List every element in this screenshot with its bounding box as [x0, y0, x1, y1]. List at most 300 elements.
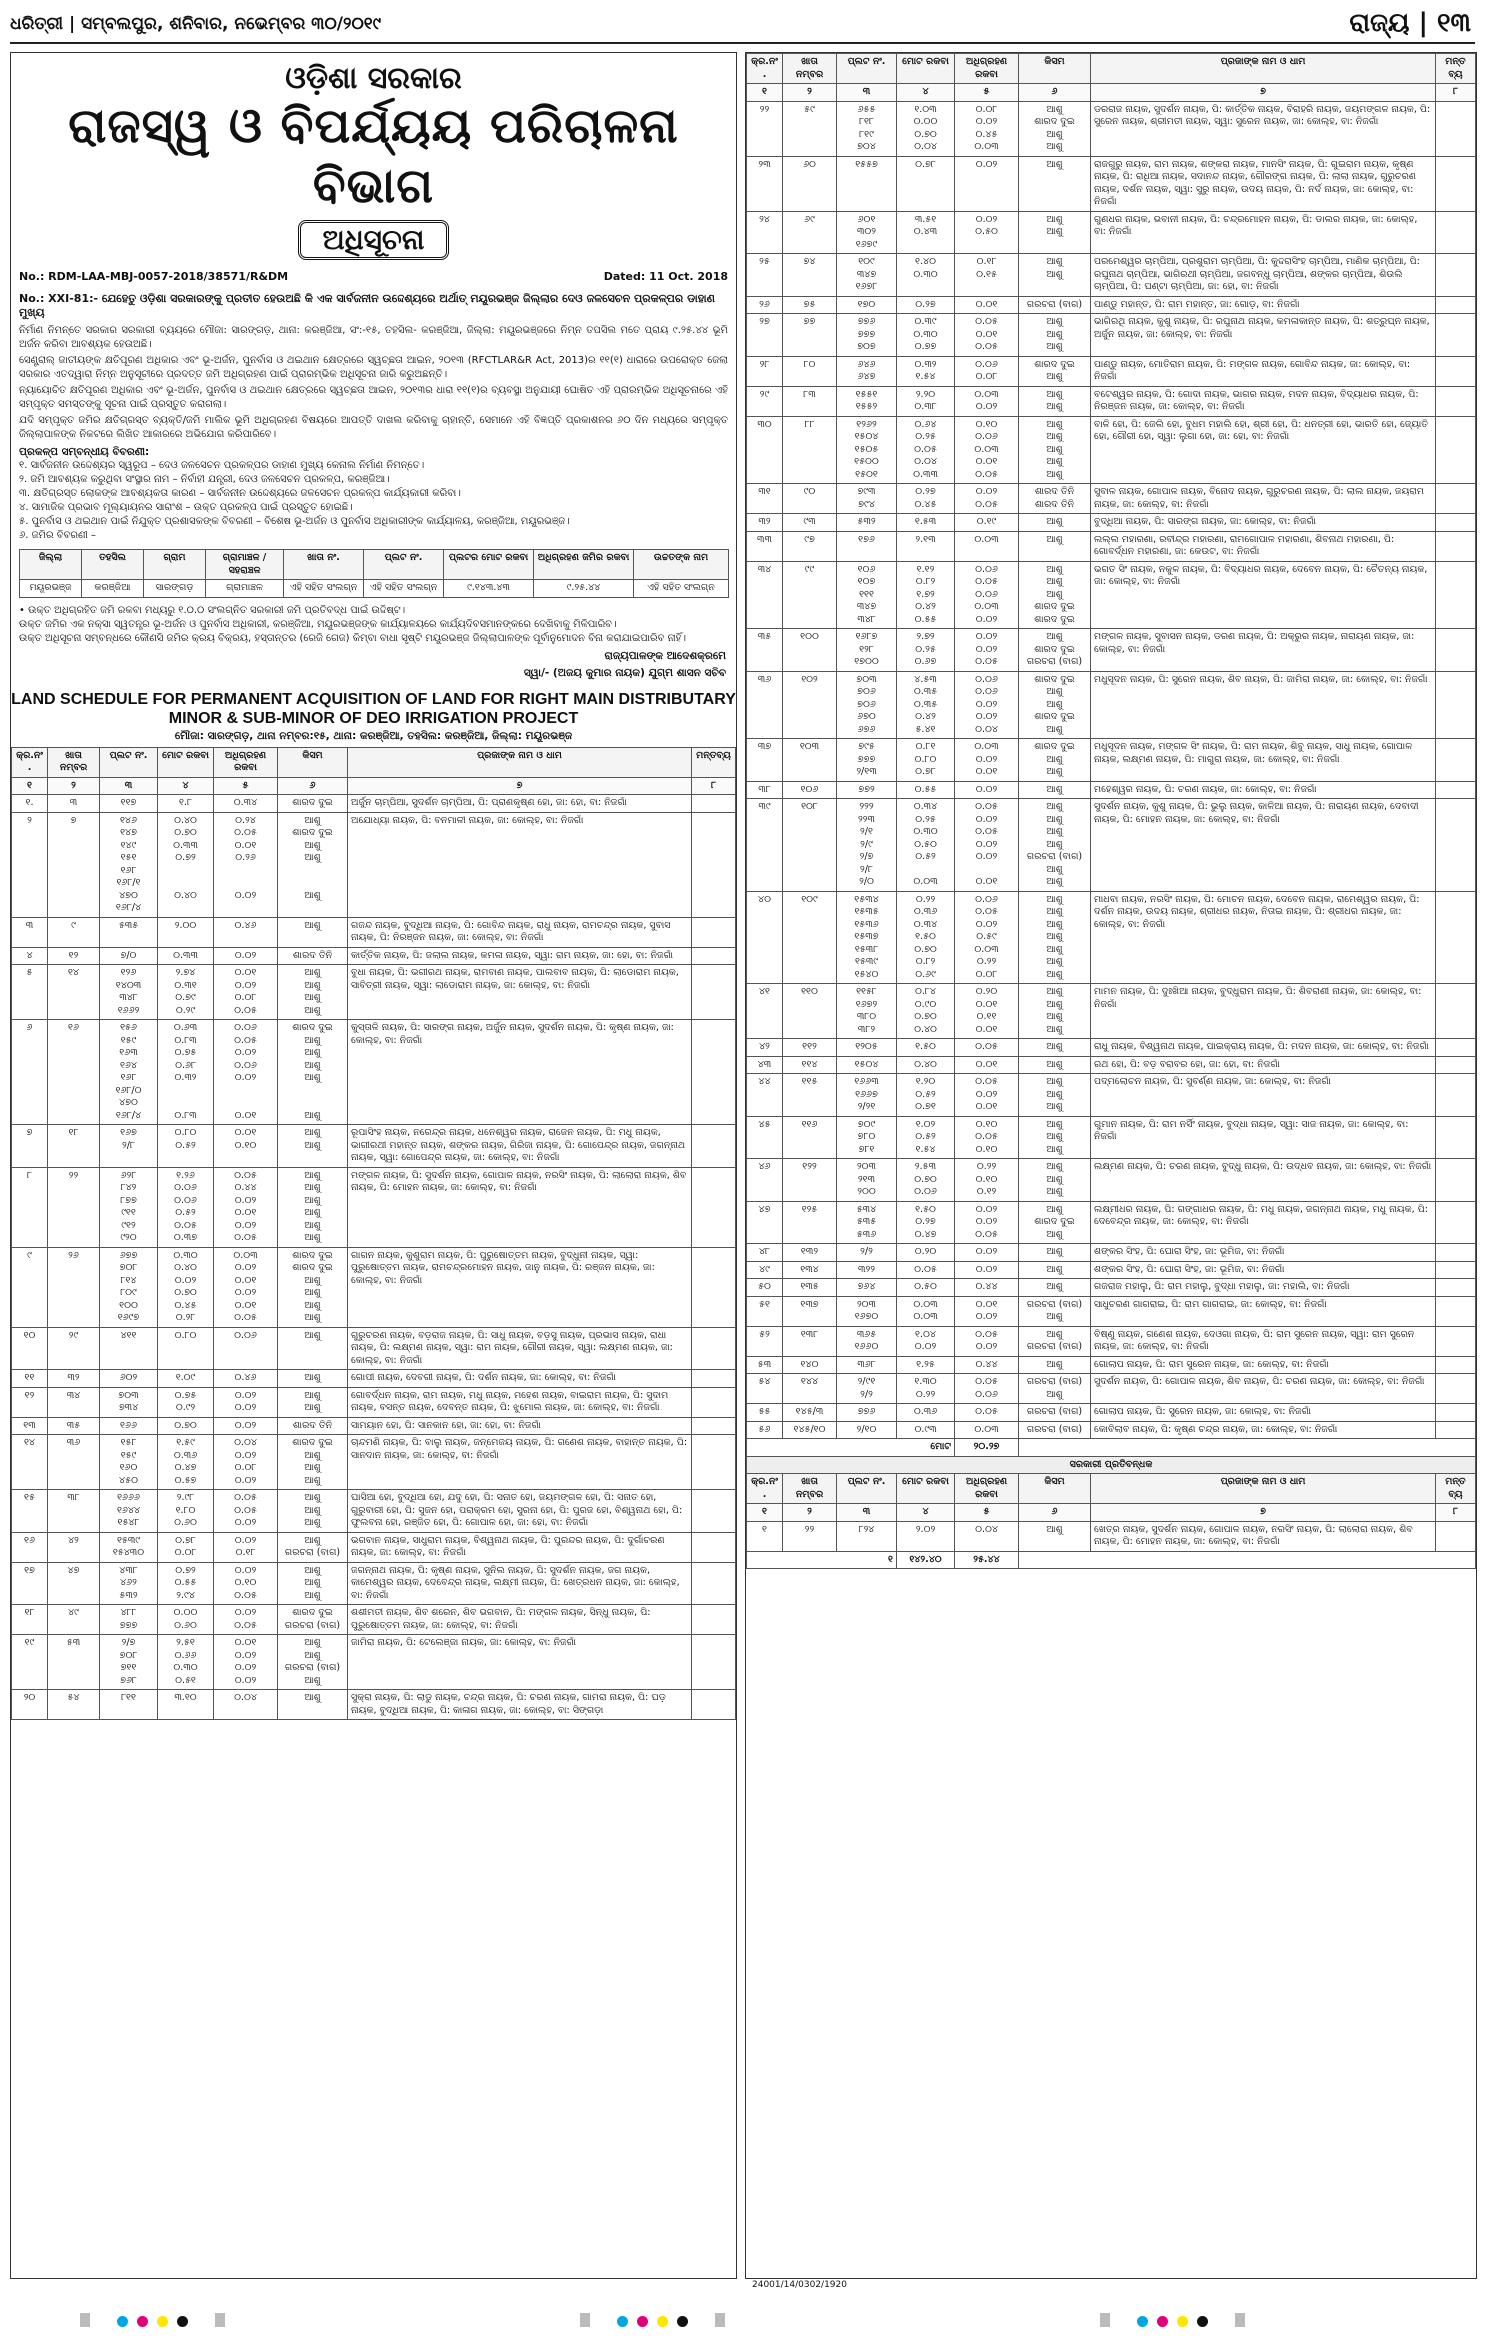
- cell-acquired-area: ୦.୦୨ ୦.୦୨ ୦.୦୫: [955, 1201, 1019, 1244]
- schedule-subtitle: ମୌଜା: ସାରଙ୍ଗଡ଼, ଥାନା ନମ୍ବର:୧୫, ଥାନା: କରଞ୍ଜିଆ, ତହସିଲ: କରଞ୍ଜିଆ, ଜିଲ୍ଲା: ମୟୂରଭଞ୍ଜ: [174, 729, 573, 742]
- column-number: ୨: [783, 84, 837, 102]
- cell-total-area: ୧.୦୯: [158, 1370, 214, 1388]
- cell-serial: ୨୨: [747, 101, 783, 156]
- cell-remarks: [1436, 101, 1476, 156]
- cell-kisam: ଗରଚରା (ବାଗ) ଆଶୁ: [1019, 1374, 1091, 1404]
- cell-khata: ୯୭: [783, 531, 837, 561]
- cell-acquired-area: ୦.୦୫ ୦.୦୫ ୦.୦୨: [214, 1490, 278, 1533]
- cell-remarks: [1436, 1356, 1476, 1374]
- cell-kisam: ଆଶୁ: [1019, 156, 1091, 211]
- cell-remarks: [1436, 416, 1476, 484]
- cell-plot: ୮୧୧: [100, 1690, 158, 1720]
- right-column: [745, 52, 1477, 2279]
- cell-remarks: [692, 1532, 736, 1562]
- cell-remarks: [1436, 254, 1476, 297]
- table-row: [747, 1279, 1476, 1297]
- cell-total-area: ୨.୫୩ ୦.୭୦ ୦.୦୬: [897, 1159, 955, 1202]
- cell-khata: ୩୬: [48, 1435, 100, 1490]
- cell-acquired-area: ୦.୨୨ ୦.୧୦ ୦.୧୨: [955, 1159, 1019, 1202]
- table-row: [747, 1056, 1476, 1074]
- order-line: ରାଜ୍ୟପାଳଙ୍କ ଆଦେଶକ୍ରମେ: [604, 649, 726, 662]
- cell-owner: ଲକ୍ଷ୍ମଣ ନାୟକ, ପି: ଚରଣ ନାୟକ, ବୁଦ୍ଧୁ ନାୟକ, ପି: ଉଦ୍ଧବ ନାୟକ, ଜା: କୋଲ୍ହ, ବା: ନିଜଗାଁ: [1091, 1159, 1436, 1202]
- schedule-header: ମୋଟ ରକବା: [158, 747, 214, 777]
- cell-acquired-area: ୦.୦୫: [955, 1404, 1019, 1422]
- table-row: [747, 1261, 1476, 1279]
- cell-khata: ୧୩୨: [783, 1244, 837, 1262]
- table-row: [12, 1327, 736, 1370]
- cell-acquired-area: ୦.୧୯: [955, 514, 1019, 532]
- cell-kisam: ଆଶୁ ଆଶୁ ଆଶୁ: [1019, 314, 1091, 357]
- cell-remarks: [692, 1490, 736, 1533]
- cell-plot: ୧୬୬: [100, 1417, 158, 1435]
- cell-plot: ୧୨୦୫: [837, 1039, 897, 1057]
- cell-plot: ୧୫୦୪: [837, 1056, 897, 1074]
- table-row: [747, 781, 1476, 799]
- column-number: ୭: [1091, 84, 1436, 102]
- cell-total-area: ୦.୨୨ ୦.୩୬ ୦.୩୪ ୧.୫୦ ୦.୭୦ ୦.୮୨ ୦.୬୯: [897, 891, 955, 984]
- cell-total-area: ୧.୫୦: [897, 1039, 955, 1057]
- cell-plot: ୧୫୩୪ ୧୫୩୫ ୧୫୩୬ ୧୫୩୭ ୧୫୩୮ ୧୫୩୯ ୧୫୪୦: [837, 891, 897, 984]
- cell-acquired-area: ୦.୦୧: [955, 1056, 1019, 1074]
- cell-khata: ୧୮: [48, 1125, 100, 1168]
- cell-kisam: ଗରଚରା (ବାଗ): [1019, 296, 1091, 314]
- cell-acquired-area: ୦.୦୫ ୦.୦୨ ୦.୦୧: [955, 1074, 1019, 1117]
- cell-serial: ୩୦: [747, 416, 783, 484]
- land-table-header: ଖାତା ନଂ.: [284, 550, 364, 580]
- notification-badge: ଅଧିସୂଚନା: [298, 220, 450, 260]
- schedule-header: ମୋଟ ରକବା: [897, 54, 955, 84]
- cell-owner: ମଙ୍ଗଳ ନାୟକ, ପି: ସୁଦର୍ଶନ ନାୟକ, ଗୋପାଳ ନାୟକ, ନରସିଂ ନାୟକ, ପି: ଲାଲୋରା ନାୟକ, ଶିବ ନାୟକ, ପି: ମୋହନ ନାୟକ, ଜା: କୋଲ୍ହ, ବା: ନିଜଗାଁ: [348, 1167, 692, 1247]
- schedule-header: ମୋଟ ରକବା: [897, 1474, 955, 1504]
- cell-acquired-area: ୦.୦୪: [214, 1690, 278, 1720]
- schedule-body-left: [12, 795, 736, 1720]
- cell-total-area: ୦.୮୪ ୦.୯୦ ୦.୭୦ ୦.୪୦: [897, 984, 955, 1039]
- cell-remarks: [692, 1125, 736, 1168]
- cell-plot: ୧୪୬ ୧୪୭ ୧୪୯ ୧୫୧ ୧୬୮ ୧୬୮/୧ ୪୭୦ ୧୬୮/୪: [100, 812, 158, 917]
- cell-acquired-area: ୦.୧୦ ୦.୦୬ ୦.୦୩ ୦.୦୧ ୦.୦୫: [955, 416, 1019, 484]
- column-number: ୧: [747, 1504, 783, 1522]
- cell-serial: ୩୨: [747, 514, 783, 532]
- notification-number: No.: XXI-81:- ଯେହେତୁ ଓଡ଼ିଶା ସରକାରଙ୍କୁ ପ୍ରତୀତ ହେଉଅଛି କି ଏକ ସାର୍ବଜନୀନ ଉଦ୍ଦେଶ୍ୟରେ ଅର୍ଥାତ୍ ମୟୂରଭଞ୍ଜ ଜିଲ୍ଲାର ଦେଓ ଜଳସେଚନ ପ୍ରକଳ୍ପର ଡାହାଣ ମୁଖ୍ୟ: [19, 292, 715, 319]
- cell-owner: ଶଙ୍କର ସିଂହ, ପି: ଘୋରା ସିଂହ, ଜା: ଭୂମିଜ, ବା: ନିଜଗାଁ: [1091, 1261, 1436, 1279]
- cell-total-area: ୨.୭୨ ୦.୨୫ ୦.୬୭: [897, 629, 955, 672]
- cell-owner: କୋବିଲାବ ନାୟକ, ପି: କୃଷ୍ଣ ଚନ୍ଦ୍ର ନାୟକ, ଜା: କୋଲ୍ହ, ବା: ନିଜଗାଁ: [1091, 1421, 1436, 1439]
- cell-khata: ୨୨: [48, 1167, 100, 1247]
- cell-total-area: ୧.୫୩: [897, 514, 955, 532]
- cell-serial: ୪୯: [747, 1261, 783, 1279]
- schedule-header: ଅଧିଗ୍ରହଣ ରକବା: [955, 54, 1019, 84]
- cell-remarks: [692, 1635, 736, 1690]
- cell-kisam: ଶାରଦ ଦୁଇ ଆଶୁ ଆଶୁ: [1019, 739, 1091, 782]
- cell-total-area: ୦.୦୦ ୦.୬୦: [158, 1605, 214, 1635]
- cell-owner: ଭଗତ ସିଂ ନାୟକ, ନକୁଳ ନାୟକ, ପି: ବିଦ୍ୟାଧର ନାୟକ, ଦେବେନ ନାୟକ, ପି: ଚୈତନ୍ୟ ନାୟକ, ଜା: କୋଲ୍ହ, ବା: ନିଜଗାଁ: [1091, 561, 1436, 629]
- schedule-header: ଖାତା ନମ୍ବର: [783, 54, 837, 84]
- cell-serial: ୮: [12, 1167, 48, 1247]
- cell-total-area: ୦.୩୩: [158, 947, 214, 965]
- government-row: [747, 1521, 1476, 1551]
- cell-serial: ୧୪: [12, 1435, 48, 1490]
- cell-plot: ୧୫୫୭: [837, 156, 897, 211]
- table-row: [12, 1690, 736, 1720]
- cell-owner: ଡରରାଜ ନାୟକ, ସୁଦର୍ଶନ ନାୟକ, ପି: କାର୍ତ୍ତିକ ନାୟକ, ବିରାହରି ନାୟକ, ଜୟମଙ୍ଗଳ ନାୟକ, ପି: ସୁରେନ ନାୟକ, ଶ୍ରୀମତୀ ନାୟକ, ସ୍ୱା: ସୁରେନ ନାୟକ, ଜା: କୋଲ୍ହ, ବା: ନିଜଗାଁ: [1091, 101, 1436, 156]
- cell-owner: ଗୁମାନ ନାୟକ, ପି: ରାମ ନର୍ସିଂ ନାୟକ, ବୁଦ୍ଧା ନାୟକ, ସ୍ୱା: ସାଜ ନାୟକ, ଜା: କୋଲ୍ହ, ବା: ନିଜଗାଁ: [1091, 1116, 1436, 1159]
- cell-kisam: ଶାରଦ ଦୁଇ: [278, 795, 348, 813]
- cell-serial: ୧୮: [12, 1605, 48, 1635]
- masthead-left: ଧରିତ୍ରୀ | ସମ୍ବଲପୁର, ଶନିବାର, ନଭେମ୍ବର ୩୦/୨୦୧୯: [10, 14, 382, 34]
- cell-kisam: ଶାରଦ ଦୁଇ ଆଶୁ ଆଶୁ ଆଶୁ: [278, 1435, 348, 1490]
- cell-total-area: ୧.୫୦ ୦.୨୭ ୦.୪୭: [897, 1201, 955, 1244]
- cell-kisam: ଶାରଦ ତିନି: [278, 947, 348, 965]
- cell-acquired-area: ୦.୦୨: [955, 781, 1019, 799]
- land-table-header: ପ୍ଲଟର ମୋଟ ରକବା: [444, 550, 534, 580]
- cell-owner: ଗଜନ୍ଦ ନାୟକ, ବୁଦ୍ଧିଆ ନାୟକ, ପି: ଗୋବିନ୍ଦ ନାୟକ, ରାଧୁ ନାୟକ, ରାମଚନ୍ଦ୍ର ନାୟକ, ସୁବାସ ନାୟକ, ପି: ନିରଞ୍ଜନ ନାୟକ, ଜା: କୋଲ୍ହ, ବା: ନିଜଗାଁ: [348, 917, 692, 947]
- cell-khata: ୨୬: [48, 1247, 100, 1327]
- cell-owner: ଭଗବାନ ନାୟକ, ସାଧୁରାମ ନାୟକ, ବିଶ୍ୱନାଥ ନାୟକ, ପି: ପୁରନ୍ଦର ନାୟକ, ପି: ଦୁର୍ଗାଚରଣ ନାୟକ, ଜା: କୋଲ୍ହ, ବା: ନିଜଗାଁ: [348, 1532, 692, 1562]
- cell-kisam: ଆଶୁ ଶାରଦ ଦୁଇ ଗରଚରା (ବାଗ): [1019, 629, 1091, 672]
- cell-remarks: [1436, 671, 1476, 739]
- table-row: [12, 1435, 736, 1490]
- table-row: [747, 799, 1476, 892]
- table-row: [747, 739, 1476, 782]
- column-number: ୧: [12, 777, 48, 795]
- cell-acquired-area: ୦.୦୩ ୦.୦୨ ୦.୦୧ ୦.୦୨ ୦.୦୧ ୦.୦୫: [214, 1247, 278, 1327]
- table-row: [12, 1020, 736, 1125]
- cell-owner: ଗୋବର୍ଦ୍ଧନ ନାୟକ, ରାମ ନାୟକ, ମଧୁ ନାୟକ, ମହେଶ ନାୟକ, ବାଇରାମ ନାୟକ, ପି: ସୁଦାମ ନାୟକ, ବସନ୍ତ ନାୟକ, ଦେବନ୍ତ ନାୟକ, ପି: ଝୁମୋଲ ନାୟକ, ଜା: କୋଲ୍ହ, ବା: ନିଜଗାଁ: [348, 1387, 692, 1417]
- table-row: [747, 156, 1476, 211]
- cell-remarks: [1436, 781, 1476, 799]
- cell-remarks: [692, 1167, 736, 1247]
- table-row: [747, 1356, 1476, 1374]
- notice-header: [11, 53, 736, 260]
- cell-remarks: [692, 1562, 736, 1605]
- registration-dot-magenta: [1157, 2316, 1168, 2327]
- cell-khata: ୪୯: [48, 1605, 100, 1635]
- notice-paragraph: ନ୍ୟାୟୋଚିତ କ୍ଷତିପୂରଣ ଅଧିକାର ଏବଂ ଭୂ-ଅର୍ଜନ, ପୁନର୍ବାସ ଓ ଥଇଥାନ କ୍ଷେତ୍ରରେ ସ୍ୱଚ୍ଛତା ଆଇନ, ୨୦୧୩ର ଧାରା ୧୧(୧)ର ବ୍ୟବସ୍ଥା ଅନୁଯାୟୀ ଘୋଷିତ ଏହି ପ୍ରାରମ୍ଭିକ ଅଧିସୂଚନାରେ ଏହି ସମ୍ପୃକ୍ତ ସମସ୍ତଙ୍କୁ ସୂଚନା ପାଇଁ ପ୍ରସ୍ତୁତ କରାଗଲା।: [19, 385, 728, 410]
- land-table-header: ଜିଲ୍ଲା: [20, 550, 82, 580]
- cell-owner: ଭାଗିରଥି ନାୟକ, କୁଶୁ ନାୟକ, ପି: ରଘୁନାଥ ନାୟକ, କମଳାକାନ୍ତ ନାୟକ, ପି: ଶତ୍ରୁଘ୍ନ ନାୟକ, ଅର୍ଜୁନ ନାୟକ, ଜା: କୋଲ୍ହ, ବା: ନିଜଗାଁ: [1091, 314, 1436, 357]
- cell-plot: ୨୨୨ ୨୨୩ ୨/୧ ୨/୯ ୨/୭ ୨/୮ ୨/୦: [837, 799, 897, 892]
- table-row: [747, 1404, 1476, 1422]
- cell-khata: ୭୪: [783, 254, 837, 297]
- cell-total-area: ୦.୫୦: [897, 1279, 955, 1297]
- cell-serial: ୨୯: [747, 386, 783, 416]
- cell-kisam: ଶାରଦ ଦୁଇ ଗରଚରା (ବାଗ): [278, 1605, 348, 1635]
- cell-acquired-area: ୦.୦୧ ୦.୦୨ ୦.୦୨ ୦.୦୨: [214, 1635, 278, 1690]
- cell-serial: ୧୭: [12, 1562, 48, 1605]
- cell-total-area: ୦.୬୪ ୦.୨୫ ୦.୦୫ ୦.୦୪ ୦.୩୩: [897, 416, 955, 484]
- cell-kisam: ଆଶୁ ଶାରଦ ଦୁଇ ଆଶୁ ଆଶୁ: [1019, 101, 1091, 156]
- cell-kisam: ଆଶୁ: [1019, 531, 1091, 561]
- cell-owner: ପାଣ୍ଡୁ ମହାନ୍ତ, ପି: ରାମ ମହାନ୍ତ, ଜା: ଗୋଡ଼, ବା: ନିଜଗାଁ: [1091, 296, 1436, 314]
- registration-square: [1100, 2313, 1110, 2327]
- cell-remarks: [1436, 739, 1476, 782]
- registration-marks-left: [60, 2312, 245, 2330]
- cell-remarks: [692, 1387, 736, 1417]
- cell-serial: ୫୨: [747, 1326, 783, 1356]
- cell-owner: ଅର୍ଜୁନ ଚାମ୍ପିଆ, ସୁଦର୍ଶନ ଚାମ୍ପିଆ, ପି: ପ୍ରାଣକୃଷ୍ଣ ହୋ, ଜା: ହୋ, ବା: ନିଜଗାଁ: [348, 795, 692, 813]
- table-row: [12, 1247, 736, 1327]
- cell-owner: ବାଳି ହୋ, ପି: ଜେଲି ହୋ, ବୁଧମ ମହାଲି ହୋ, ଶ୍ରୀ ହୋ, ପି: ଧନତ୍ରୀ ହୋ, ଭାରତି ହୋ, ଜ୍ୟୋତି ହୋ, ଗୌରୀ ହୋ, ସ୍ୱା: ଲୁଗା ହୋ, ଜା: ହୋ, ବା: ନିଜଗାଁ: [1091, 416, 1436, 484]
- cell-acquired-area: ୦.୦୨: [955, 156, 1019, 211]
- cell-kisam: ଆଶୁ: [1019, 1521, 1091, 1551]
- cell-serial: ୧: [747, 1521, 783, 1551]
- cell-kisam: ଆଶୁ ଆଶୁ ଆଶୁ ଆଶୁ ଆଶୁ ଆଶୁ: [278, 1167, 348, 1247]
- cell-owner: ସାଧୁଚରଣ ଗାଗରାଇ, ପି: ରାମ ଗାଗରାଇ, ଜା: କୋଲ୍ହ, ବା: ନିଜଗାଁ: [1091, 1296, 1436, 1326]
- cell-owner: ଗୋଲାପ ନାୟକ, ପି: ସୁରେନ ନାୟକ, ଜା: କୋଲ୍ହ, ବା: ନିଜଗାଁ: [1091, 1404, 1436, 1422]
- cell-acquired-area: ୦.୦୬: [214, 1327, 278, 1370]
- department-name: ରାଜସ୍ୱ ଓ ବିପର୍ଯ୍ୟୟ ପରିଚାଳନା ବିଭାଗ: [68, 98, 679, 214]
- cell-total-area: ୦.୨୭ ୦.୪୫: [897, 484, 955, 514]
- cell-remarks: [1436, 296, 1476, 314]
- cell-khata: ୫୯: [783, 101, 837, 156]
- cell-acquired-area: ୦.୦୬ ୦.୦୫ ୦.୦୬ ୦.୦୩ ୦.୦୨: [955, 561, 1019, 629]
- cell-plot: ୫୩୫: [100, 917, 158, 947]
- cell-kisam: ଆଶୁ ଆଶୁ ଆଶୁ: [1019, 1116, 1091, 1159]
- cell-serial: ୩୫: [747, 629, 783, 672]
- cell-kisam: ଗରଚରା (ବାଗ): [1019, 1404, 1091, 1422]
- cell-total-area: ୩.୧୦: [158, 1690, 214, 1720]
- table-row: [747, 386, 1476, 416]
- project-item: ୫. ପୁନର୍ବାସ ଓ ଥଇଥାନ ପାଇଁ ନିଯୁକ୍ତ ପ୍ରଶାସକଙ୍କ ବିବରଣୀ – ବିଶେଷ ଭୂ-ଅର୍ଜନ ଓ ପୁନର୍ବାସ ଅଧିକାରୀଙ୍କ କାର୍ଯ୍ୟାଳୟ, କରଞ୍ଜିଆ, ମୟୂରଭଞ୍ଜ।: [19, 516, 570, 527]
- cell-owner: ଜାମିରା ନାୟକ, ପି: ଟେଲେଞ୍ଜା ନାୟକ, ଜା: କୋଲ୍ହ, ବା: ନିଜଗାଁ: [348, 1635, 692, 1690]
- cell-plot: ୧୧୭: [100, 795, 158, 813]
- cell-kisam: ଆଶୁ ଆଶୁ: [278, 1125, 348, 1168]
- cell-plot: ୩୨୨: [837, 1261, 897, 1279]
- cell-owner: ମାଧବା ନାୟକ, ନରସିଂ ନାୟକ, ପି: ମୋଚନ ନାୟକ, ଦେବେନ ନାୟକ, ରାମେଶ୍ୱର ନାୟକ, ପି: ଦର୍ଶନ ନାୟକ, ଉଦୟ ନାୟକ, ଶ୍ରୀଧର ନାୟକ, ନିତାଇ ନାୟକ, ପି: ଶ୍ରୀଧର ନାୟକ, ଜା: କୋଲ୍ହ, ବା: ନିଜଗାଁ: [1091, 891, 1436, 984]
- column-number: ୬: [278, 777, 348, 795]
- cell-owner: ଗାଗନ ନାୟକ, କୁଶୁରାମ ନାୟକ, ପି: ପୁରୁଷୋତ୍ତମ ନାୟକ, ବୁଦ୍ଧୁନୀ ନାୟକ, ସ୍ୱା: ପୁରୁଷୋତ୍ତମ ନାୟକ, ରାମଚନ୍ଦ୍ରମୋହନ ନାୟକ, ଜାନୁ ନାୟକ, ପି: ରଞ୍ଜନ ନାୟକ, ଜା: କୋଲ୍ହ, ବା: ନିଜଗାଁ: [348, 1247, 692, 1327]
- cell-khata: ୧୧୦: [783, 984, 837, 1039]
- cell-owner: ବଟେଶ୍ୱର ନାୟକ, ପି: ଗୋଦା ନାୟକ, ଭାଗର ନାୟକ, ମଦନ ନାୟକ, ବିଦ୍ୟାଧର ନାୟକ, ପି: ନିରଞ୍ଜନ ନାୟକ, ଜା: କୋଲ୍ହ, ବା: ନିଜଗାଁ: [1091, 386, 1436, 416]
- cell-serial: ୫: [12, 965, 48, 1020]
- cell-serial: ୩୬: [747, 671, 783, 739]
- cell-plot: ୧୫୩୯ ୧୫୪୩୦: [100, 1532, 158, 1562]
- cell-kisam: ଆଶୁ: [278, 1690, 348, 1720]
- column-number: ୭: [348, 777, 692, 795]
- schedule-header: ପ୍ରଜାଙ୍କ ନାମ ଓ ଧାମ: [348, 747, 692, 777]
- column-number: ୩: [100, 777, 158, 795]
- page-section-label: ରାଜ୍ୟ | ୧୩: [1349, 8, 1471, 38]
- cell-plot: ୭୬୪: [837, 1279, 897, 1297]
- cell-owner: ଲଲ୍ଲ ମହାରଣା, ରବୀନ୍ଦ୍ର ମହାରଣା, ରାମଗୋପାଳ ମହାରଣା, ଶିବନାଥ ମହାରଣା, ପି: ଗୋବର୍ଦ୍ଧନ ମହାରଣା, ଜା: କେଉଟ, ବା: ନିଜଗାଁ: [1091, 531, 1436, 561]
- registration-dot-yellow: [1177, 2316, 1188, 2327]
- project-item: ୩. କ୍ଷତିଗ୍ରସ୍ତ ଲୋକଙ୍କ ଆବଶ୍ୟକତା କାରଣ – ସାର୍ବଜନୀନ ଉଦ୍ଦେଶ୍ୟରେ ଜଳସେଚନ ପ୍ରକଳ୍ପ କାର୍ଯ୍ୟକାରୀ କରିବା।: [19, 488, 461, 499]
- reference-line: [19, 270, 728, 288]
- table-row: [747, 1244, 1476, 1262]
- cell-khata: ୩: [48, 795, 100, 813]
- cell-acquired-area: ୦.୦୨ ୦.୧୮: [214, 1532, 278, 1562]
- masthead: [10, 8, 1475, 44]
- grand-total-label: ୧: [747, 1551, 897, 1569]
- cell-acquired-area: ୦.୦୫: [955, 1039, 1019, 1057]
- cell-acquired-area: ୦.୦୨: [214, 947, 278, 965]
- cell-total-area: ୧.୩୦ ୦.୨୨: [897, 1374, 955, 1404]
- grand-total-area: ୧୪୨.୪୦: [897, 1551, 955, 1569]
- cell-acquired-area: ୦.୦୬ ୦.୦୫ ୦.୦୨ ୦.୦୬ ୦.୦୨ ୦.୦୧: [214, 1020, 278, 1125]
- cell-acquired-area: ୦.୦୨ ୦.୫୦: [955, 211, 1019, 254]
- cell-total-area: ୨.୭୪ ୦.୩୧ ୦.୭୯ ୦.୨୯: [158, 965, 214, 1020]
- cell-acquired-area: ୦.୪୪: [955, 1356, 1019, 1374]
- cell-acquired-area: ୦.୪୪: [955, 1279, 1019, 1297]
- cell-remarks: [1436, 386, 1476, 416]
- cell-kisam: ଆଶୁ: [278, 1370, 348, 1388]
- schedule-header: କିସମ: [1019, 54, 1091, 84]
- cell-serial: ୪୦: [747, 891, 783, 984]
- land-table-header: ପ୍ଲଟ ନଂ.: [364, 550, 444, 580]
- cell-kisam: ଆଶୁ ଆଶୁ ଆଶୁ: [278, 1490, 348, 1533]
- cell-owner: ରାଜଗୁରୁ ନାୟକ, ରାମ ନାୟକ, ଶଙ୍କରା ନାୟକ, ମାନସିଂ ନାୟକ, ପି: ଗୁଇରାମ ନାୟକ, କୃଷ୍ଣ ନାୟକ, ପି: ରାଧିଆ ନାୟକ, ସଦାନନ୍ଦ ନାୟକ, ଗୌରଙ୍ଗ ନାୟକ, ପି: ଲାଲା ନାୟକ, ଗୁରୁଚରଣ ନାୟକ, ଦର୍ଶନ ନାୟକ, ସ୍ୱା: ସୁରୁ ନାୟକ, ଉଦୟ ନାୟକ, ପି: ନର୍ଦ ନାୟକ, ଜା: କୋଲ୍ହ, ବା: ନିଜଗାଁ: [1091, 156, 1436, 211]
- cell-total-area: ୦.୮୧ ୦.୮୦ ୦.୭୮: [897, 739, 955, 782]
- cell-serial: ୪୧: [747, 984, 783, 1039]
- cell-total-area: ୦.୪୦: [897, 1056, 955, 1074]
- cell-serial: ୩୮: [747, 781, 783, 799]
- cell-remarks: [1436, 629, 1476, 672]
- cell-kisam: ଶାରଦ ତିନି: [278, 1417, 348, 1435]
- cell-acquired-area: ୦.୦୪ ୦.୦୨ ୦.୦୮ ୦.୦୨: [214, 1435, 278, 1490]
- cell-kisam: ଆଶୁ ଆଶୁ ଆଶୁ ଶାରଦ ଦୁଇ ଶାରଦ ଦୁଇ: [1019, 561, 1091, 629]
- cell-serial: ୨୪: [747, 211, 783, 254]
- registration-square: [580, 2313, 590, 2327]
- cell-khata: ୪୭: [48, 1562, 100, 1605]
- left-column: [10, 52, 737, 2279]
- table-row: [747, 531, 1476, 561]
- cell-total-area: ୦.୩୪ ୦.୨୫ ୦.୩୦ ୦.୫୦ ୦.୫୨ ୦.୦୩: [897, 799, 955, 892]
- cell-remarks: [1436, 1404, 1476, 1422]
- cell-plot: ୨/୨: [837, 1244, 897, 1262]
- schedule-header: ମନ୍ତବ୍ୟ: [1436, 1474, 1476, 1504]
- cell-serial: ୪: [12, 947, 48, 965]
- registration-square: [1235, 2313, 1245, 2327]
- cell-remarks: [1436, 891, 1476, 984]
- cell-plot: ୪୩୮ ୪୬୨ ୫୩୨: [100, 1562, 158, 1605]
- cell-acquired-area: ୦.୦୩ ୦.୦୨: [955, 386, 1019, 416]
- notice-paragraph: ସେଣ୍ଟ୍ରାଲ୍ ଜାତୀୟଙ୍କ କ୍ଷତିପୂରଣ ଅଧିକାର ଏବଂ ଭୂ-ଅର୍ଜନ, ପୁନର୍ବାସ ଓ ଥଇଥାନ କ୍ଷେତ୍ରରେ ସ୍ୱଚ୍ଛତା ଆଇନ, ୨୦୧୩ (RFCTLAR&R Act, 2013)ର ୧୧(୧) ଧାରାରେ ଉପରୋକ୍ତ ଜେଲା ସରକାର ଏତଦ୍ୱାରା ନିମ୍ନ ଅନୁସୂଚୀରେ ପ୍ରଦତ୍ତ ଜମି ଅଧିଗ୍ରହଣ ପାଇଁ ପ୍ରାରମ୍ଭିକ ଅଧିସୂଚନା ଜାରି କରୁଅଛନ୍ତି।: [19, 355, 728, 380]
- cell-khata: ୧୦୯: [783, 891, 837, 984]
- cell-kisam: ଆଶୁ ଶାରଦ ଦୁଇ ଆଶୁ ଆଶୁ ଆଶୁ: [278, 812, 348, 917]
- land-details-table: [19, 549, 729, 598]
- cell-remarks: [1436, 1421, 1476, 1439]
- cell-acquired-area: ୦.୦୧ ୦.୧୦: [214, 1125, 278, 1168]
- cell-kisam: ଆଶୁ ଆଶୁ ଆଶୁ ଆଶୁ ଆଶୁ ଆଶୁ ଆଶୁ: [1019, 891, 1091, 984]
- cell-kisam: ଆଶୁ: [1019, 514, 1091, 532]
- registration-square: [715, 2313, 725, 2327]
- cell-owner: ଗୋଲାପ ନାୟକ, ପି: ରାମ ସୁରେନ ନାୟକ, ଜା: କୋଲ୍ହ, ବା: ନିଜଗାଁ: [1091, 1356, 1436, 1374]
- land-table-cell: ଏହି ସହିତ ସଂଲଗ୍ନ: [364, 580, 444, 598]
- cell-khata: ୯: [48, 917, 100, 947]
- cell-remarks: [692, 1690, 736, 1720]
- cell-kisam: ଆଶୁ ଆଶୁ ଆଶୁ: [278, 1562, 348, 1605]
- cell-total-area: ୦.୦୩ ୦.୦୩: [897, 1296, 955, 1326]
- table-row: [747, 1326, 1476, 1356]
- cell-owner: ରୂପାସିଂହ ନାୟକ, ନରେନ୍ଦ୍ର ନାୟକ, ଧନେଶ୍ୱର ନାୟକ, ରାଜେନ ନାୟକ, ପି: ମଧୁ ନାୟକ, ଭାଗୀରଥୀ ମହାନ୍ତ ନାୟକ, ଶଙ୍କର ନାୟକ, ଗିରିଜା ନାୟକ, ପି: ଗୋପେନ୍ଦ୍ର ନାୟକ, ଜଗନ୍ନାଥ ନାୟକ, ସ୍ୱା: ଗୋପେନ୍ଦ୍ର ନାୟକ, ଜା: କୋଲ୍ହ, ବା: ନିଜଗାଁ: [348, 1125, 692, 1168]
- cell-serial: ୭: [12, 1125, 48, 1168]
- cell-owner: ସୁଦର୍ଶନ ନାୟକ, ପି: ଗୋପାଳ ନାୟକ, ଶିବ ନାୟକ, ପି: ଚରଣ ନାୟକ, ଜା: କୋଲ୍ହ, ବା: ନିଜଗାଁ: [1091, 1374, 1436, 1404]
- cell-owner: ସୁବାଳ ନାୟକ, ଗୋପାଳ ନାୟକ, ବିନୋଦ ନାୟକ, ଗୁରୁଚରଣ ନାୟକ, ପି: ଲାଲ ନାୟକ, ଜୟରାମ ନାୟକ, ଜା: କୋଲ୍ହ, ବା: ନିଜଗାଁ: [1091, 484, 1436, 514]
- cell-kisam: ଆଶୁ: [1019, 1244, 1091, 1262]
- cell-serial: ୫୧: [747, 1296, 783, 1326]
- registration-dot-magenta: [637, 2316, 648, 2327]
- table-row: [12, 795, 736, 813]
- government-section-label: ସରକାରୀ ପ୍ରତିବନ୍ଧକ: [747, 1456, 1476, 1474]
- cell-total-area: ୦.୩୬: [897, 1404, 955, 1422]
- cell-plot: ୧୨୬ ୧୪୦୩ ୩୪୮ ୧୬୬୨: [100, 965, 158, 1020]
- land-table-cell: ୯.୨୫.୪୪: [534, 580, 634, 598]
- schedule-header: ଖାତା ନମ୍ବର: [48, 747, 100, 777]
- cell-total-area: ୧.୦୩ ୦.୦୦ ୦.୭୦ ୦.୦୪: [897, 101, 955, 156]
- cell-total-area: ୦.୩୦ ୦.୪୦ ୦.୦୨ ୦.୭୦ ୦.୪୫ ୦.୨୮: [158, 1247, 214, 1327]
- project-heading: ପ୍ରକଳ୍ପ ସମ୍ବନ୍ଧୀୟ ବିବରଣୀ:: [19, 446, 150, 458]
- cell-total-area: ୨.୨୦ ୦.୩୮: [897, 386, 955, 416]
- table-row: [747, 1421, 1476, 1439]
- cell-plot: ୧୭୬: [837, 531, 897, 561]
- cell-serial: ୧୩: [12, 1417, 48, 1435]
- cell-khata: ୩୪: [48, 1387, 100, 1417]
- cell-acquired-area: ୦.୦୫ ୦.୦୬: [955, 1374, 1019, 1404]
- table-row: [747, 1201, 1476, 1244]
- cell-khata: ୩୨: [48, 1370, 100, 1388]
- cell-acquired-area: ୦.୦୮ ୦.୦୨ ୦.୪୫ ୦.୦୩: [955, 101, 1019, 156]
- cell-total-area: ୦.୮୦: [158, 1327, 214, 1370]
- table-row: [747, 211, 1476, 254]
- cell-khata: ୯୩: [783, 514, 837, 532]
- table-row: [747, 1039, 1476, 1057]
- project-item: ୨. ଜମି ଆବଶ୍ୟକ କରୁଥିବା ସଂସ୍ଥାର ନାମ – ନିର୍ବାହୀ ଯନ୍ତ୍ରୀ, ଦେଓ ଜଳସେଚନ ପ୍ରକଳ୍ପ, କରଞ୍ଜିଆ।: [19, 474, 390, 485]
- cell-remarks: [1436, 799, 1476, 892]
- schedule-header: ଅଧିଗ୍ରହଣ ରକବା: [214, 747, 278, 777]
- cell-kisam: ଆଶୁ ଆଶୁ ଆଶୁ ଆଶୁ ଆଶୁ: [1019, 416, 1091, 484]
- table-row: [747, 1074, 1476, 1117]
- land-table-cell: ଏହି ସହିତ ସଂଲଗ୍ନ: [284, 580, 364, 598]
- cell-remarks: [1436, 561, 1476, 629]
- cell-kisam: ଆଶୁ: [1019, 1356, 1091, 1374]
- cell-total-area: ୧.୨୫: [897, 1356, 955, 1374]
- cell-acquired-area: ୦.୦୩: [955, 531, 1019, 561]
- cell-owner: ଜଗନ୍ନାଥ ନାୟକ, ପି: କୃଷ୍ଣ ନାୟକ, ସୁନିଲ ନାୟକ, ପି: ସୁଦର୍ଶନ ନାୟକ, ଜଗ ନାୟକ, କାମେଶ୍ୱର ନାୟକ, ଦେବେନ୍ଦ୍ର ନାୟକ, ଲକ୍ଷ୍ମୀ ନାୟକ, ପି: ଖେତ୍ରଧନ ନାୟକ, ଜା: କୋଲ୍ହ, ବା: ନିଜଗାଁ: [348, 1562, 692, 1605]
- cell-khata: ୫୩: [48, 1635, 100, 1690]
- table-row: [12, 1635, 736, 1690]
- cell-acquired-area: ୦.୦୧ ୦.୦୨ ୦.୦୮ ୦.୦୫: [214, 965, 278, 1020]
- cell-khata: ୧୦୩: [783, 739, 837, 782]
- table-row: [747, 254, 1476, 297]
- cell-total-area: ୨.୦୦: [158, 917, 214, 947]
- cell-owner: ଶଶୀମତୀ ନାୟକ, ଶିବ ଶରେନ, ଶିବ ଭଗବାନ, ପି: ମଙ୍ଗଳ ନାୟକ, ସିନ୍ଧୁ ନାୟକ, ପି: ପୁରୁଷୋତ୍ତମ ନାୟକ, ଜା: କୋଲ୍ହ, ବା: ନିଜଗାଁ: [348, 1605, 692, 1635]
- cell-kisam: ଆଶୁ: [1019, 1039, 1091, 1057]
- cell-plot: ୬୪୬ ୬୪୭: [837, 356, 897, 386]
- cell-plot: ୭୭୬ ୭୭୭ ୭୦୭: [837, 314, 897, 357]
- cell-owner: ମହେଶ୍ୱର ନାୟକ, ପି: ଚରଣ ନାୟକ, ଜା: କୋଲ୍ହ, ବା: ନିଜଗାଁ: [1091, 781, 1436, 799]
- cell-remarks: [1436, 1116, 1476, 1159]
- cell-serial: ୨୫: [747, 254, 783, 297]
- cell-khata: ୩୮: [48, 1490, 100, 1533]
- schedule-header: ପ୍ରଜାଙ୍କ ନାମ ଓ ଧାମ: [1091, 54, 1436, 84]
- table-row: [12, 1562, 736, 1605]
- table-row: [747, 561, 1476, 629]
- footer-code: 24001/14/0302/1920: [752, 2280, 847, 2290]
- cell-serial: ୨୬: [747, 296, 783, 314]
- schedule-header: ମନ୍ତବ୍ୟ: [1436, 54, 1476, 84]
- cell-plot: ୧୫୬ ୧୫୯ ୧୬୩ ୧୬୪ ୧୬୮ ୧୬୮/୦ ୪୭୦ ୧୬୮/୪: [100, 1020, 158, 1125]
- cell-plot: ୭୦୯ ୭୮୦ ୭୮୧: [837, 1116, 897, 1159]
- cell-khata: ୧୪୫/୧୦: [783, 1421, 837, 1439]
- cell-total-area: ୦.୬୩ ୦.୮୩ ୦.୭୫ ୦.୬୮ ୦.୩୨ ୦.୮୩: [158, 1020, 214, 1125]
- cell-total-area: ୦.୭୦: [158, 1417, 214, 1435]
- cell-total-area: ୧.୦୪ ୦.୦୨: [897, 1326, 955, 1356]
- cell-plot: ୬୨୮ ୮୪୨ ୮୭୭ ୯୧୧ ୯୧୨ ୯୨୦: [100, 1167, 158, 1247]
- cell-owner: ଗୁଣଧର ନାୟକ, ଭବାନୀ ନାୟକ, ପି: ଚନ୍ଦ୍ରମୋହନ ନାୟକ, ପି: ଡାଲର ନାୟକ, ଜା: କୋଲ୍ହ, ବା: ନିଜଗାଁ: [1091, 211, 1436, 254]
- cell-serial: ୪୮: [747, 1244, 783, 1262]
- column-number: ୬: [1019, 84, 1091, 102]
- total-label: ମୋଟ: [747, 1439, 955, 1457]
